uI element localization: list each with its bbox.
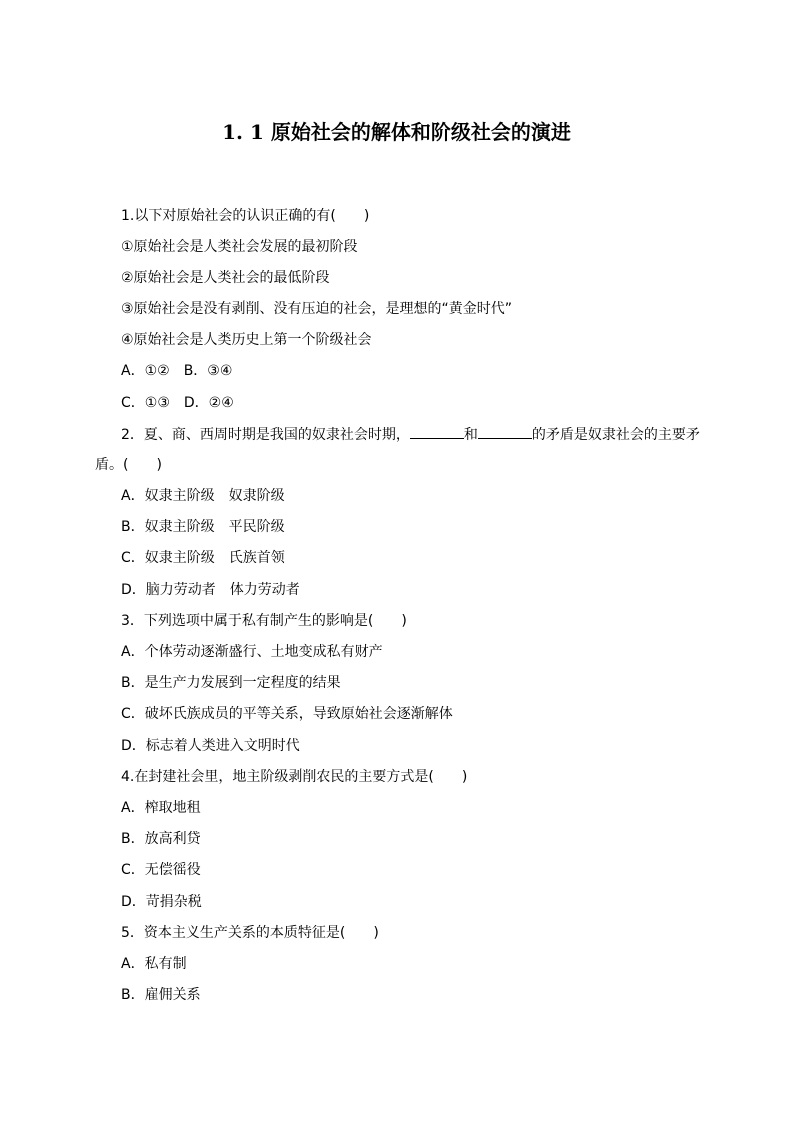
q1-option-b: B．③④ xyxy=(183,363,233,379)
q2-stem xyxy=(121,424,700,445)
q4-option-d: D．苛捐杂税 xyxy=(121,894,202,910)
q4-option-c: C．无偿徭役 xyxy=(121,862,201,878)
q4-option-b: B．放高利贷 xyxy=(121,831,201,847)
q2-stem-and: 和 xyxy=(463,427,478,443)
q1-options-row-1 xyxy=(121,361,232,381)
q3-option-d: D．标志着人类进入文明时代 xyxy=(121,738,300,754)
q5-stem: 5．资本主义生产关系的本质特征是( ) xyxy=(121,925,379,941)
q1-option-a: A．①② xyxy=(121,363,170,379)
q1-stem: 1.以下对原始社会的认识正确的有( ) xyxy=(121,208,370,224)
q1-options-row-2 xyxy=(121,393,234,413)
q5-option-b: B．雇佣关系 xyxy=(121,987,201,1003)
q1-statement-2: ②原始社会是人类社会的最低阶段 xyxy=(121,270,330,286)
q3-option-a: A．个体劳动逐渐盛行、土地变成私有财产 xyxy=(121,644,383,660)
q3-stem: 3．下列选项中属于私有制产生的影响是( ) xyxy=(121,613,407,629)
q2-stem-continued: 盾。( ) xyxy=(95,457,162,473)
q4-stem: 4.在封建社会里，地主阶级剥削农民的主要方式是( ) xyxy=(121,769,468,785)
q5-option-a: A．私有制 xyxy=(121,956,187,972)
q2-blank-2 xyxy=(478,424,532,439)
q1-option-c: C．①③ xyxy=(121,395,170,411)
q1-statement-4: ④原始社会是人类历史上第一个阶级社会 xyxy=(121,332,372,348)
q2-option-d: D．脑力劳动者 体力劳动者 xyxy=(121,582,300,598)
q3-option-b: B．是生产力发展到一定程度的结果 xyxy=(121,675,341,691)
q1-option-d: D．②④ xyxy=(183,395,234,411)
q1-statement-3: ③原始社会是没有剥削、没有压迫的社会，是理想的“黄金时代” xyxy=(121,301,513,317)
q3-option-c: C．破坏氏族成员的平等关系，导致原始社会逐渐解体 xyxy=(121,706,453,722)
q2-option-b: B．奴隶主阶级 平民阶级 xyxy=(121,519,285,535)
q1-statement-1: ①原始社会是人类社会发展的最初阶段 xyxy=(121,239,358,255)
document-title: 1. 1 原始社会的解体和阶级社会的演进 xyxy=(222,120,571,144)
q2-stem-part1: 2．夏、商、西周时期是我国的奴隶社会时期， xyxy=(121,427,410,443)
q2-option-c: C．奴隶主阶级 氏族首领 xyxy=(121,550,285,566)
q2-blank-1 xyxy=(410,424,464,439)
q2-option-a: A．奴隶主阶级 奴隶阶级 xyxy=(121,488,285,504)
q2-stem-part2: 的矛盾是奴隶社会的主要矛 xyxy=(531,427,700,443)
q4-option-a: A．榨取地租 xyxy=(121,800,201,816)
